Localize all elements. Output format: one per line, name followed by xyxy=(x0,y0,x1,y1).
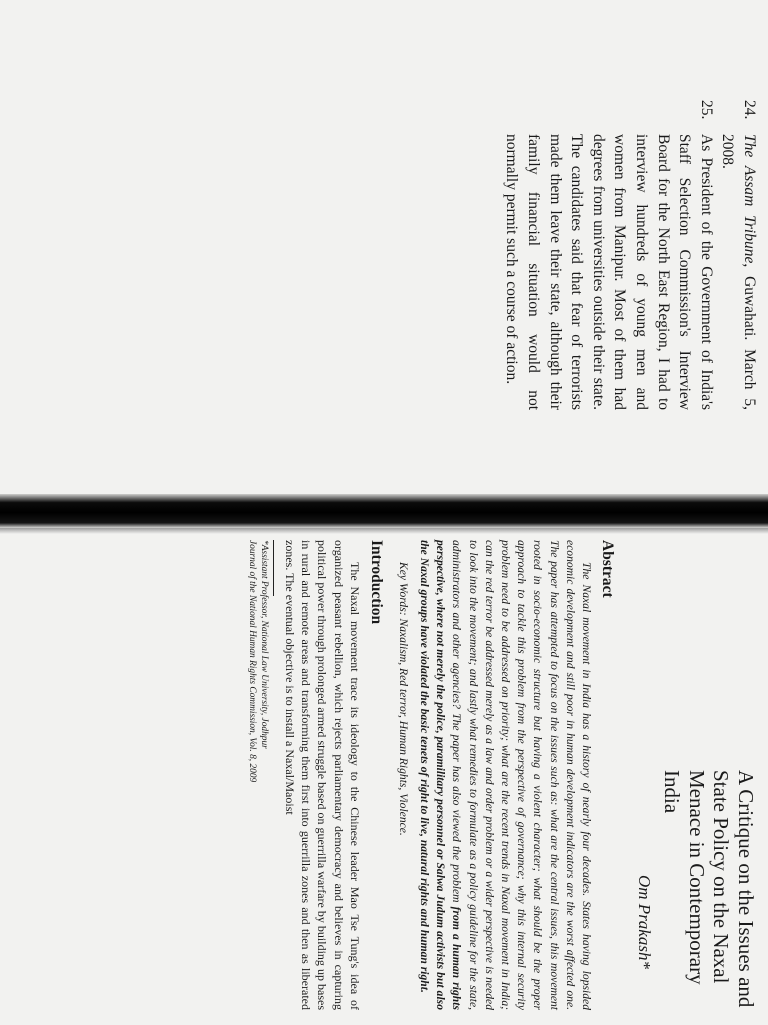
endnote-24 xyxy=(717,100,760,410)
endnote-source-title: The Assam Tribune xyxy=(741,134,758,264)
abstract-text xyxy=(416,540,594,1010)
endnotes xyxy=(501,100,760,410)
abstract-text-part1: The Naxal movement in India has a history of nearly four decades. States having lopsided economic development and still poor in human development indicators are the worst affected one. The paper has attempted to focus on the issues such as: what are the central issues, this movement rooted in socio-economic structure but having a violent character; what should be the proper approach to tackle this problem from the perspective of governance; why this internal security problem need to be addressed on priority; what are the recent trends in Naxal movement in India; can the red terror be addressed merely as a law and order problem or a wider perspective is needed to look into the movement; and lastly what remedies to formulate as a policy guideline for the state, administrators and other agencies? The paper has also viewed the problem xyxy=(450,540,593,1010)
article-title: A Critique on the Issues and State Policy on the Naxal Menace in Contemporary India xyxy=(660,770,758,1008)
book-binding-shadow xyxy=(0,494,768,528)
abstract-heading: Abstract xyxy=(599,540,616,598)
endnote-25 xyxy=(501,100,717,410)
article-author: Om Prakash* xyxy=(635,875,654,969)
introduction-heading: Introduction xyxy=(367,540,385,625)
abstract-text-part2: from a human rights perspective, where not merely the police, paramilitary personnel or Salwa Judum activists but also the Naxal groups have violated the basic tenets of right to live, natural rights and human right. xyxy=(417,540,464,1010)
author-footnote: *Assistant Professor, National Law University, Jodhpur xyxy=(258,540,269,749)
endnote-number: 24. xyxy=(741,100,758,120)
endnote-number: 25. xyxy=(697,100,715,120)
endnote-text xyxy=(717,134,760,410)
key-words: Key Words: Naxalism, Red terror, Human Rights, Violence. xyxy=(396,562,410,836)
article-page xyxy=(246,540,758,1010)
endnote-source-details: , Guwahati. March 5, 2008. xyxy=(719,134,758,410)
endnote-text: As President of the Government of India's Staff Selection Commission's Interview Board for the North East Region, I had to interview hundreds of young men and women from Manipur. Most of them had degrees from universities outside their state. The candidates said that fear of terrorists made them leave their state, although their family financial situation would not normally permit such a course of action. xyxy=(503,134,715,410)
binding-edge-shadow xyxy=(0,528,768,534)
introduction-text: The Naxal movement trace its ideology to the Chinese leader Mao Tse Tung's idea of organized peasant rebellion, which rejects parliamentary democracy and believes in capturing political power through prolonged armed struggle based on guerrilla warfare by building up bases in rural and remote areas and transforming them first into guerrilla zones and then as liberated zones. The eventual objective is to install a Naxal/Maoist xyxy=(282,540,362,1010)
footnote-rule xyxy=(273,540,274,596)
journal-footer: Journal of the National Human Rights Commission, Vol. 8, 2009 xyxy=(246,540,257,783)
